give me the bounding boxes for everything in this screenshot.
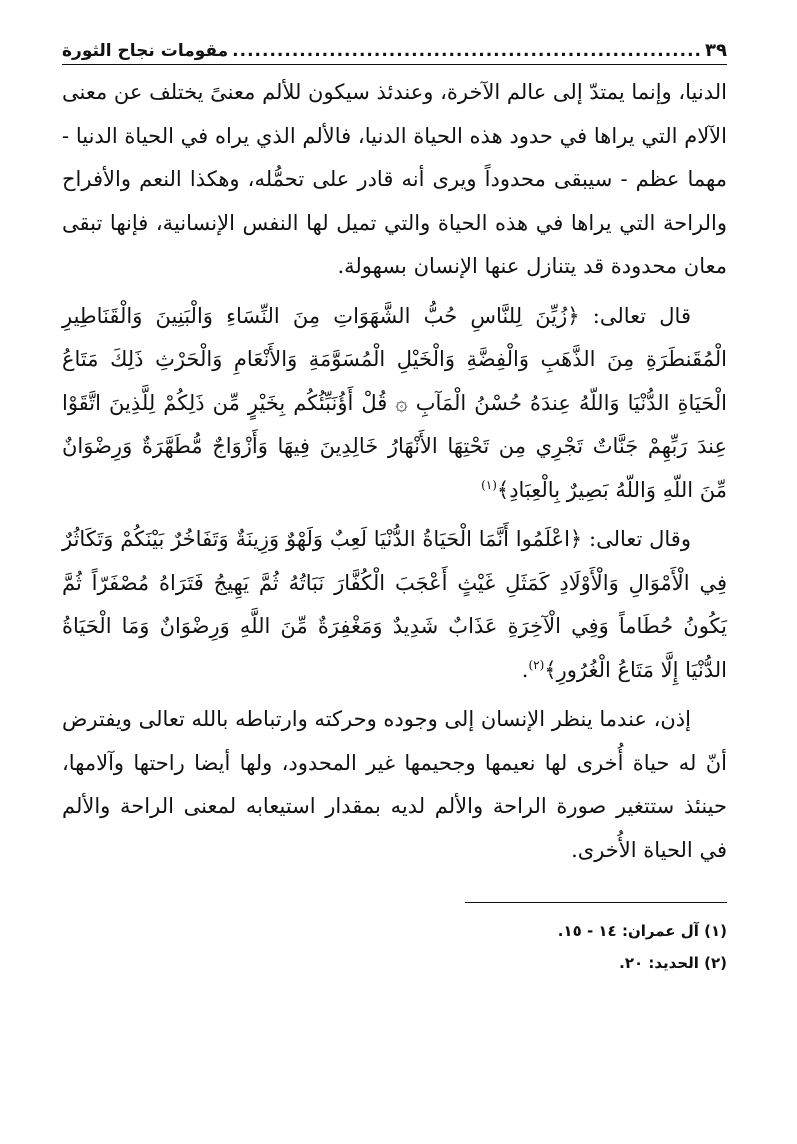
- paragraph-quran-quote-2: [62, 518, 727, 692]
- footnote-1: (١) آل عمران: ١٤ - ١٥.: [557, 922, 727, 940]
- paragraph-continuation: [62, 71, 727, 289]
- paragraph-conclusion: [62, 698, 727, 872]
- paragraph-text: إذن، عندما ينظر الإنسان إلى وجوده وحركته وارتباطه بالله تعالى ويفترض أنّ له حياة أُخرى لها نعيمها وجحيمها غير المحدود، ولها أيضا راحتها وآلامها، حينئذ ستتغير صورة الراحة والألم لديه بمقدار استيعابه لمعنى الراحة والألم في الحياة الأُخرى.: [62, 707, 727, 862]
- paragraph-quran-quote-1: [62, 295, 727, 513]
- book-page: [62, 28, 727, 979]
- running-title: مقومات نجاح الثورة: [62, 41, 229, 61]
- paragraph-text: وقال تعالى: ﴿اعْلَمُوا أَنَّمَا الْحَيَاةُ الدُّنْيَا لَعِبٌ وَلَهْوٌ وَزِينَةٌ وَتَفَاخُرٌ بَيْنَكُمْ وَتَكَاثُرٌ فِي الْأَمْوَالِ وَالْأَوْلَادِ كَمَثَلِ غَيْثٍ أَعْجَبَ الْكُفَّارَ نَبَاتُهُ ثُمَّ يَهِيجُ فَتَرَاهُ مُصْفَرّاً ثُمَّ يَكُونُ حُطَاماً وَفِي الْآخِرَةِ عَذَابٌ شَدِيدٌ وَمَغْفِرَةٌ مِّنَ اللَّهِ وَرِضْوَانٌ وَمَا الْحَيَاةُ الدُّنْيَا إِلَّا مَتَاعُ الْغُرُورِ﴾: [62, 527, 727, 682]
- page-number: ٣٩: [705, 40, 727, 61]
- paragraph-tail: .: [521, 657, 529, 682]
- paragraph-text: الدنيا، وإنما يمتدّ إلى عالم الآخرة، وعندئذ سيكون للألم معنىً يختلف عن معنى الآلام التي يراها في حدود هذه الحياة الدنيا، فالألم الذي يراه في الحياة الدنيا - مهما عظم - سيبقى محدوداً ويرى أنه قادر على تحمُّله، وهكذا النعم والأفراح والراحة التي يراها في هذه الحياة والتي تميل لها النفس الإنسانية، فإنها تبقى معان محدودة قد يتنازل عنها الإنسان بسهولة.: [61, 80, 727, 278]
- footnote-ref-1: (١): [481, 477, 497, 492]
- main-text: [62, 71, 727, 872]
- footnote-2: (٢) الحديد: ٢٠.: [619, 954, 727, 972]
- footnote-ref-2: (٢): [528, 657, 545, 672]
- footnotes: [62, 915, 727, 979]
- footnote-separator: [465, 902, 727, 903]
- paragraph-text: قال تعالى: ﴿زُيِّنَ لِلنَّاسِ حُبُّ الشَّهَوَاتِ مِنَ النِّسَاءِ وَالْبَنِينَ وَالْقَنَاطِيرِ الْمُقَنطَرَةِ مِنَ الذَّهَبِ وَالْفِضَّةِ وَالْخَيْلِ الْمُسَوَّمَةِ وَالأَنْعَامِ وَالْحَرْثِ ذَلِكَ مَتَاعُ الْحَيَاةِ الدُّنْيَا وَاللّهُ عِندَهُ حُسْنُ الْمَآبِ ۞ قُلْ أَؤُنَبِّئُكُم بِخَيْرٍ مِّن ذَلِكُمْ لِلَّذِينَ اتَّقَوْا عِندَ رَبِّهِمْ جَنَّاتٌ تَجْرِي مِن تَحْتِهَا الأَنْهَارُ خَالِدِينَ فِيهَا وَأَزْوَاجٌ مُّطَهَّرَةٌ وَرِضْوَانٌ مِّنَ اللّهِ وَاللّهُ بَصِيرٌ بِالْعِبَادِ﴾: [62, 303, 727, 502]
- header-dot-leader: [232, 40, 701, 62]
- page-header: [62, 28, 727, 65]
